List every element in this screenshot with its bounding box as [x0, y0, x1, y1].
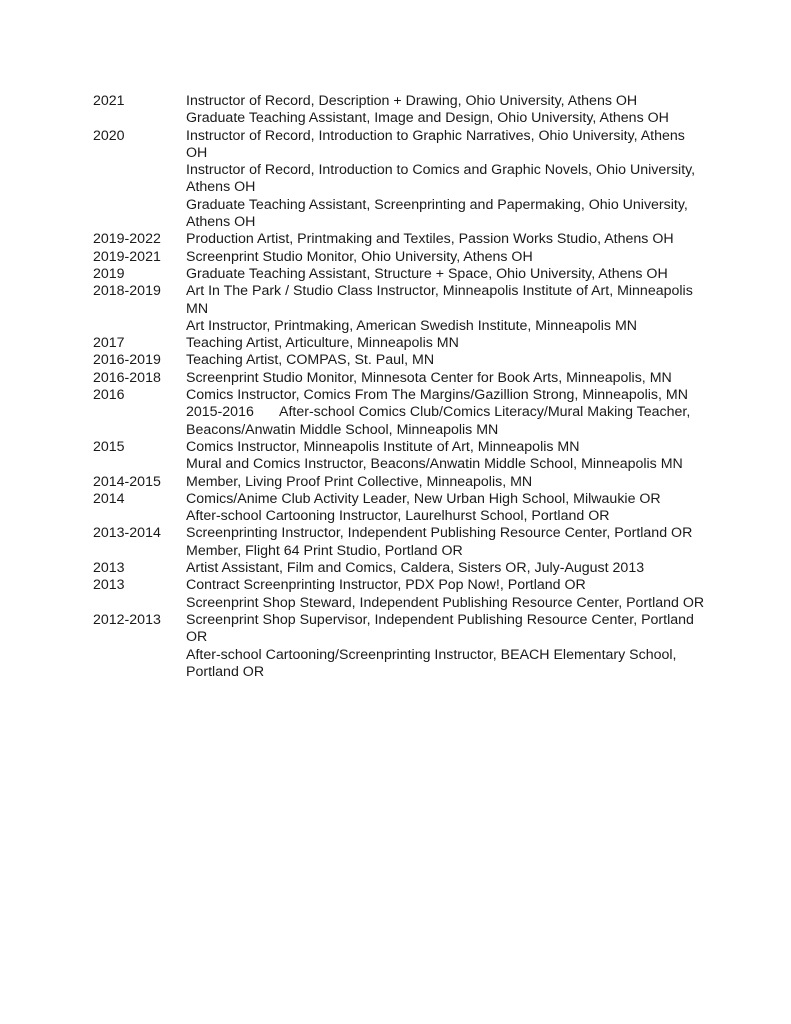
- entry-item: Art Instructor, Printmaking, American Swedish Institute, Minneapolis MN: [186, 317, 638, 334]
- entry-year: 2013: [93, 560, 125, 577]
- entry-items: [186, 474, 705, 491]
- entry-year: 2015: [93, 438, 125, 455]
- cv-entry: [93, 387, 705, 404]
- cv-entry: [93, 560, 705, 577]
- entry-items: [186, 231, 705, 248]
- entry-item: After-school Cartooning Instructor, Laurelhurst School, Portland OR: [186, 508, 610, 525]
- entry-item: Comics Instructor, Minneapolis Institute of Art, Minneapolis MN: [186, 438, 580, 455]
- cv-entry: [93, 249, 705, 266]
- entry-item: Screenprint Studio Monitor, Minnesota Center for Book Arts, Minneapolis, MN: [186, 369, 672, 386]
- cv-entry: [93, 335, 705, 352]
- cv-entry: [93, 612, 705, 681]
- inline-year: 2015-2016: [186, 404, 254, 421]
- entry-item: Art In The Park / Studio Class Instructor, Minneapolis Institute of Art, Minneapolis MN: [186, 283, 693, 317]
- entry-items: [186, 352, 705, 369]
- entry-item: Screenprint Shop Steward, Independent Publishing Resource Center, Portland OR: [186, 594, 705, 611]
- entry-items: [186, 335, 705, 352]
- entry-item: Member, Living Proof Print Collective, Minneapolis, MN: [186, 473, 533, 490]
- entry-items: [186, 439, 705, 474]
- entry-item: Screenprint Shop Supervisor, Independent Publishing Resource Center, Portland OR: [186, 611, 694, 646]
- entry-items: [186, 370, 705, 387]
- entry-year: 2016-2018: [93, 369, 161, 386]
- entry-item: Graduate Teaching Assistant, Image and Design, Ohio University, Athens OH: [186, 110, 669, 127]
- entry-year: 2016: [93, 387, 125, 404]
- cv-entry: [93, 491, 705, 526]
- cv-entry: [93, 474, 705, 491]
- entry-year: 2019-2022: [93, 231, 161, 248]
- entry-item: Teaching Artist, Articulture, Minneapolis MN: [186, 335, 459, 352]
- entry-year: 2021: [93, 93, 125, 109]
- entry-year: 2014: [93, 490, 125, 507]
- cv-entry: [93, 404, 705, 439]
- entry-year: 2018-2019: [93, 283, 161, 300]
- entry-year: 2016-2019: [93, 352, 161, 369]
- cv-teaching-list: [93, 93, 705, 681]
- entry-item: Graduate Teaching Assistant, Structure + Space, Ohio University, Athens OH: [186, 265, 668, 282]
- entry-items: [186, 491, 705, 526]
- cv-entry: [93, 577, 705, 612]
- entry-item: Teaching Artist, COMPAS, St. Paul, MN: [186, 352, 435, 369]
- entry-items: [186, 525, 705, 560]
- entry-items: [186, 577, 705, 612]
- entry-items: [186, 404, 705, 439]
- entry-item: After-school Cartooning/Screenprinting Instructor, BEACH Elementary School, Portland OR: [186, 646, 677, 680]
- entry-items: [186, 612, 705, 681]
- entry-items: [186, 560, 705, 577]
- entry-items: [186, 249, 705, 266]
- entry-item: Comics/Anime Club Activity Leader, New Urban High School, Milwaukie OR: [186, 490, 661, 507]
- entry-items: [186, 128, 705, 232]
- entry-item: Comics Instructor, Comics From The Margins/Gazillion Strong, Minneapolis, MN: [186, 387, 688, 404]
- cv-entry: [93, 93, 705, 128]
- entry-item: Instructor of Record, Introduction to Graphic Narratives, Ohio University, Athens OH: [186, 127, 685, 161]
- cv-entry: [93, 266, 705, 283]
- cv-entry: [93, 370, 705, 387]
- entry-item: Screenprinting Instructor, Independent Publishing Resource Center, Portland OR: [186, 525, 693, 542]
- entry-year: 2020: [93, 127, 125, 144]
- entry-year: 2014-2015: [93, 473, 161, 490]
- entry-item: Mural and Comics Instructor, Beacons/Anwatin Middle School, Minneapolis MN: [186, 456, 683, 473]
- entry-item: Member, Flight 64 Print Studio, Portland OR: [186, 542, 463, 559]
- entry-year: 2017: [93, 335, 125, 352]
- cv-entry: [93, 439, 705, 474]
- entry-year: 2019-2021: [93, 248, 161, 265]
- entry-item: Instructor of Record, Description + Drawing, Ohio University, Athens OH: [186, 93, 638, 109]
- entry-item: Instructor of Record, Introduction to Comics and Graphic Novels, Ohio University, Athens OH: [186, 162, 696, 196]
- entry-year: 2019: [93, 265, 125, 282]
- entry-items: [186, 387, 705, 404]
- entry-item: Contract Screenprinting Instructor, PDX Pop Now!, Portland OR: [186, 577, 586, 594]
- entry-items: [186, 93, 705, 128]
- entry-year: 2012-2013: [93, 611, 161, 628]
- entry-items: [186, 266, 705, 283]
- entry-item: [186, 404, 705, 439]
- cv-entry: [93, 352, 705, 369]
- cv-entry: [93, 128, 705, 232]
- entry-item: Artist Assistant, Film and Comics, Caldera, Sisters OR, July-August 2013: [186, 560, 645, 577]
- entry-item: Production Artist, Printmaking and Textiles, Passion Works Studio, Athens OH: [186, 231, 674, 248]
- entry-year: 2013: [93, 577, 125, 594]
- cv-entry: [93, 525, 705, 560]
- entry-item: Graduate Teaching Assistant, Screenprinting and Papermaking, Ohio University, Athens OH: [186, 196, 688, 231]
- entry-item: Screenprint Studio Monitor, Ohio University, Athens OH: [186, 248, 533, 265]
- cv-entry: [93, 283, 705, 335]
- entry-items: [186, 283, 705, 335]
- cv-entry: [93, 231, 705, 248]
- inline-text: After-school Comics Club/Comics Literacy/Mural Making Teacher, Beacons/Anwatin Middle School, Minneapolis MN: [186, 404, 691, 438]
- entry-year: 2013-2014: [93, 525, 161, 542]
